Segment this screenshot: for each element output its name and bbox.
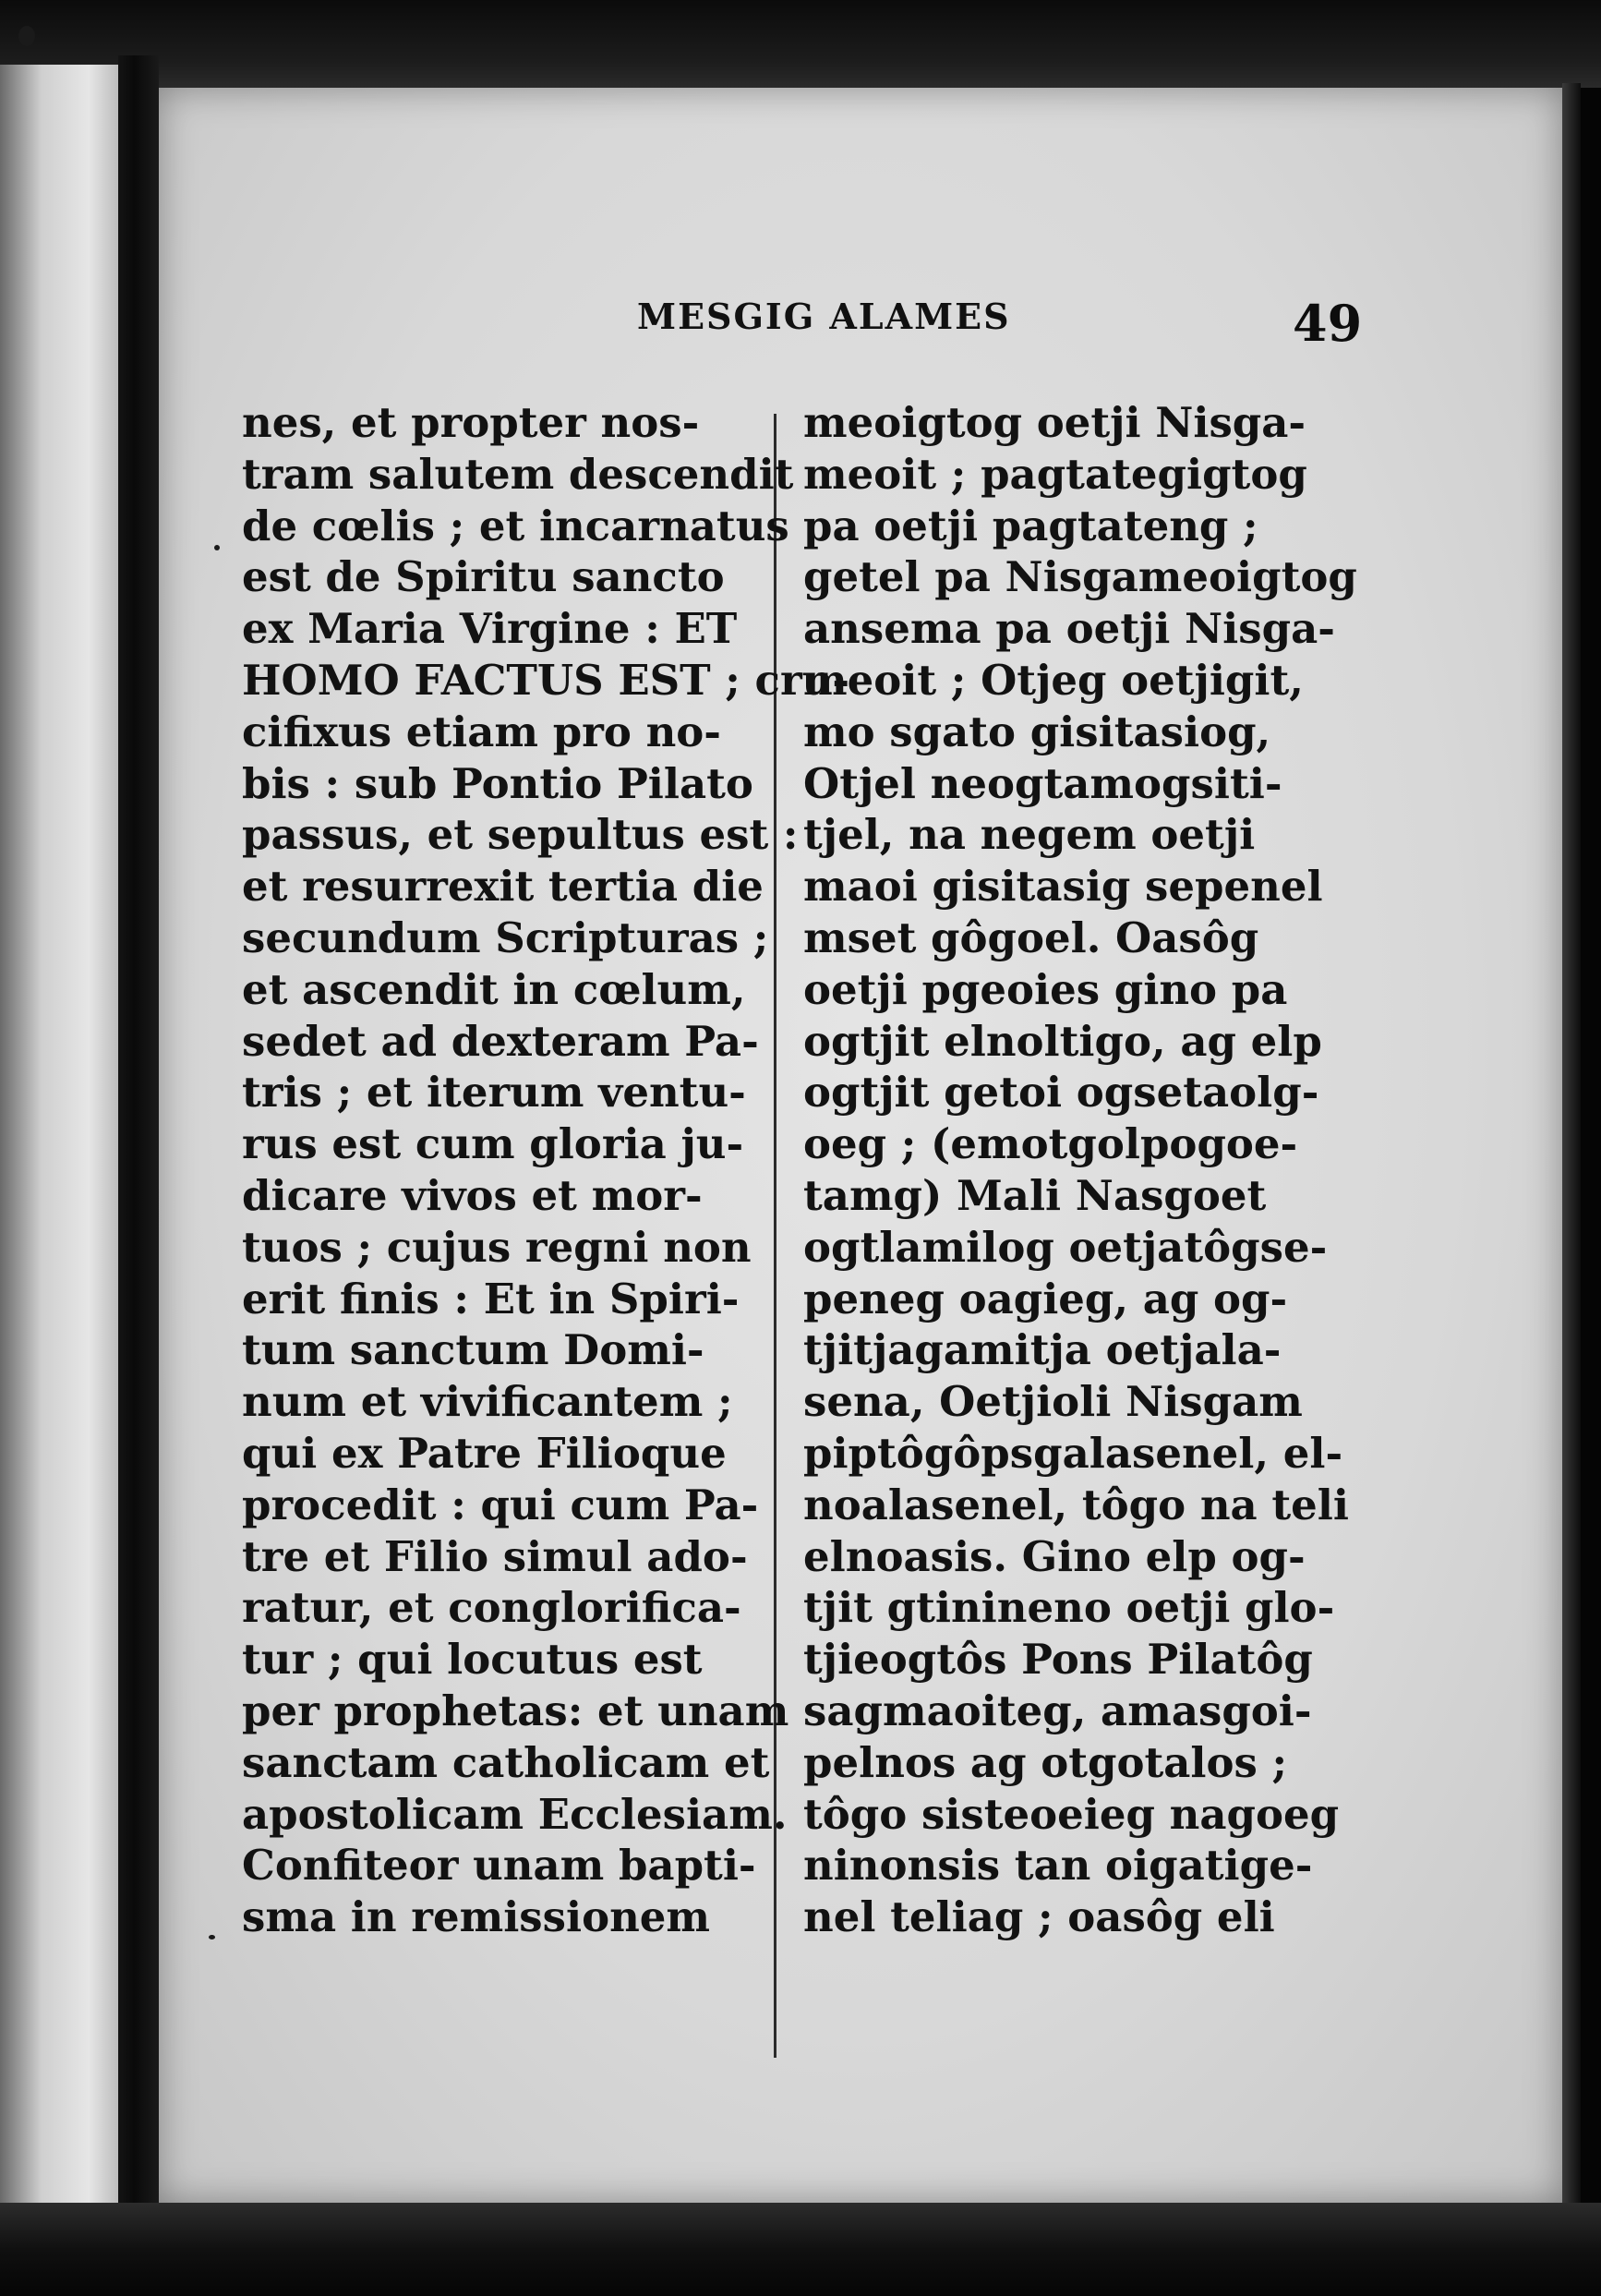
text-line: sedet ad dexteram Pa- <box>242 1016 759 1066</box>
text-line: mset gôgoel. Oasôg <box>803 912 1259 962</box>
text-line: erit finis : Et in Spiri- <box>242 1274 740 1323</box>
text-line: sagmaoiteg, amasgoi- <box>803 1686 1312 1735</box>
ink-speck <box>18 26 35 46</box>
text-line: noalasenel, tôgo na teli <box>803 1480 1349 1529</box>
text-line: tur ; qui locutus est <box>242 1635 703 1685</box>
text-line: et ascendit in cœlum, <box>242 964 746 1014</box>
text-line: ogtlamilog oetjatôgse- <box>803 1222 1328 1272</box>
text-line: tôgo sisteoeieg nagoeg <box>803 1789 1340 1839</box>
text-line: dicare vivos et mor- <box>242 1170 703 1220</box>
text-line: tram salutem descendit <box>242 449 794 499</box>
text-line: Otjel neogtamogsiti- <box>803 758 1282 808</box>
text-line: mo sgato gisitasiog, <box>803 707 1271 756</box>
text-line: de cœlis ; et incarnatus <box>242 501 789 550</box>
scan-top-border <box>0 0 1601 88</box>
text-line: sma in remissionem <box>242 1892 711 1942</box>
text-line: qui ex Patre Filioque <box>242 1428 727 1478</box>
text-line: meoit ; Otjeg oetjigit, <box>803 655 1304 705</box>
text-line: cifixus etiam pro no- <box>242 707 721 756</box>
text-line: et resurrexit tertia die <box>242 862 764 912</box>
text-line: meoit ; pagtategigtog <box>803 449 1307 499</box>
text-line: peneg oagieg, ag og- <box>803 1274 1288 1323</box>
page-number: 49 <box>1293 294 1363 353</box>
text-line: est de Spiritu sancto <box>242 552 725 602</box>
text-line: tjitjagamitja oetjala- <box>803 1325 1282 1375</box>
text-line: passus, et sepultus est : <box>242 810 799 860</box>
text-line: oeg ; (emotgolpogoe- <box>803 1119 1298 1169</box>
text-line: ratur, et conglorifica- <box>242 1583 741 1633</box>
text-line: tris ; et iterum ventu- <box>242 1068 746 1118</box>
text-line: pelnos ag otgotalos ; <box>803 1737 1288 1787</box>
text-line: ansema pa oetji Nisga- <box>803 604 1335 654</box>
ink-speck <box>214 545 220 550</box>
text-line: secundum Scripturas ; <box>242 912 769 962</box>
text-line: rus est cum gloria ju- <box>242 1119 744 1169</box>
text-line: tum sanctum Domi- <box>242 1325 704 1375</box>
text-line: oetji pgeoies gino pa <box>803 964 1288 1014</box>
text-line: apostolicam Ecclesiam. <box>242 1789 788 1839</box>
text-line: tjit gtinineno oetji glo- <box>803 1583 1335 1633</box>
text-line: ogtjit getoi ogsetaolg- <box>803 1068 1319 1118</box>
text-line: nel teliag ; oasôg eli <box>803 1892 1275 1942</box>
text-line: num et vivificantem ; <box>242 1377 733 1427</box>
text-line: sena, Oetjioli Nisgam <box>803 1377 1303 1427</box>
text-line: tjel, na negem oetji <box>803 810 1256 860</box>
text-line: ninonsis tan oigatige- <box>803 1841 1313 1891</box>
text-line: Confiteor unam bapti- <box>242 1841 756 1891</box>
text-line: elnoasis. Gino elp og- <box>803 1531 1306 1581</box>
facing-page-edge <box>0 65 118 2207</box>
book-gutter <box>118 55 159 2226</box>
text-line: maoi gisitasig sepenel <box>803 862 1323 912</box>
text-line: meoigtog oetji Nisga- <box>803 398 1306 447</box>
text-line: procedit : qui cum Pa- <box>242 1480 759 1529</box>
running-head: MESGIG ALAMES <box>637 296 1011 337</box>
text-line: tre et Filio simul ado- <box>242 1531 748 1581</box>
text-line: bis : sub Pontio Pilato <box>242 758 753 808</box>
text-line: piptôgôpsgalasenel, el- <box>803 1428 1343 1478</box>
text-line: ex Maria Virgine : ET <box>242 604 738 654</box>
page-right-edge <box>1562 83 1581 2207</box>
latin-column <box>242 397 849 1943</box>
mikmaq-column <box>803 397 1357 1943</box>
scan-bottom-border <box>0 2203 1601 2296</box>
text-line: tuos ; cujus regni non <box>242 1222 752 1272</box>
text-line: pa oetji pagtateng ; <box>803 501 1258 550</box>
text-line: getel pa Nisgameoigtog <box>803 552 1357 602</box>
ink-speck <box>209 1935 215 1940</box>
text-line: tamg) Mali Nasgoet <box>803 1170 1267 1220</box>
text-line: per prophetas: et unam <box>242 1686 789 1735</box>
text-line: sanctam catholicam et <box>242 1737 770 1787</box>
text-line: tjieogtôs Pons Pilatôg <box>803 1635 1313 1685</box>
text-line: nes, et propter nos- <box>242 398 700 447</box>
text-line: ogtjit elnoltigo, ag elp <box>803 1016 1322 1066</box>
text-line: HOMO FACTUS EST ; cru- <box>242 655 850 705</box>
